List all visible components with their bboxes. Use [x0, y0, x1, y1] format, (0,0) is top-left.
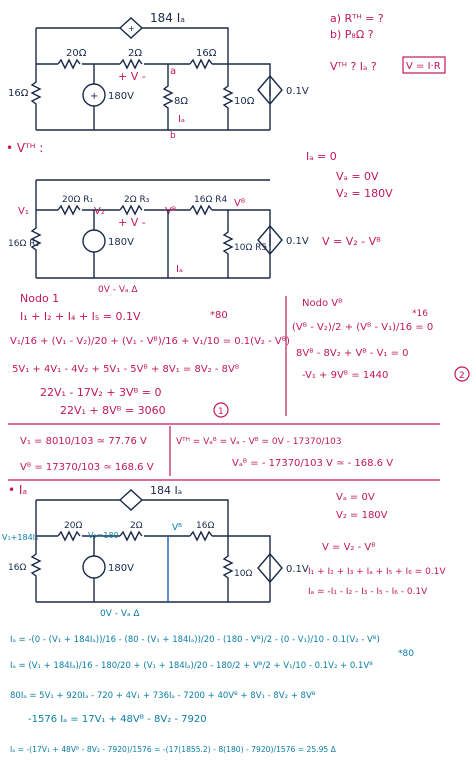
nodo1-eq2: V₁/16 + (V₁ - V₂)/20 + (V₁ - Vᴮ)/16 + V₁/10 = 0.1(V₂ - Vᴮ) — [10, 336, 290, 347]
c2-r10-label: 10Ω R5 — [234, 243, 268, 253]
c2-v-label: + V - — [118, 216, 146, 229]
c3-r2-label: 2Ω — [130, 521, 143, 531]
section-ia-title: • Iₐ — [8, 483, 28, 497]
result-vb: Vᴮ = 17370/103 ≃ 168.6 V — [20, 462, 154, 473]
nodob-eq3: -V₁ + 9Vᴮ = 1440 — [302, 370, 389, 381]
formula-box: V = I·R — [406, 61, 441, 72]
questions — [330, 12, 445, 73]
resistor-8-label: 8Ω — [174, 96, 189, 107]
nodo-1 — [10, 292, 290, 417]
resistor-16-label: 16Ω — [196, 48, 217, 59]
nodob-eq1: (Vᴮ - V₂)/2 + (Vᴮ - V₁)/16 = 0 — [292, 322, 434, 333]
resistor-20-label: 20Ω — [66, 48, 87, 59]
eq-2-marker: 2 — [459, 371, 465, 381]
c3-current-label: 0.1V — [286, 564, 309, 575]
final-eq2: Iₐ = (V₁ + 184Iₐ)/16 - 180/20 + (V₁ + 184Iₐ)/20 - 180/2 + Vᴮ/2 + V₁/10 - 0.1V₂ + 0.1Vᴮ — [10, 661, 373, 671]
final-note: *80 — [398, 649, 414, 659]
resistor-10-label: 10Ω — [234, 96, 255, 107]
node-a-label: a — [170, 66, 177, 77]
dependent-source-label: 184 Iₐ — [150, 11, 185, 25]
c2-current-label: 0.1V — [286, 236, 309, 247]
svg-text:+: + — [128, 24, 135, 33]
final-equations — [10, 635, 414, 754]
results — [8, 424, 440, 480]
nodo1-eq1: I₁ + I₂ + I₄ + I₅ = 0.1V — [20, 310, 141, 323]
nodo-b — [292, 298, 469, 381]
c3-r10-label: 10Ω — [234, 569, 253, 579]
ia-equation: Iₐ = -I₁ - I₂ - I₃ - I₅ - I₆ - 0.1V — [308, 587, 428, 597]
node-v1-label: V₁ — [18, 206, 29, 217]
final-eq5: Iₐ = -(17V₁ + 48Vᴮ - 8V₂ - 7920)/1576 = -(17(1855.2) - 8(180) - 7920)/1576 = 25.95 Δ — [10, 745, 336, 754]
c3-source-label: 180V — [108, 563, 134, 574]
c3-v1-label: V₁+184Iₐ — [2, 533, 39, 542]
c2-voltage-source-icon — [83, 230, 105, 252]
final-eq1: Iₐ = -(0 - (V₁ + 184Iₐ))/16 - (80 - (V₁ + 184Iₐ))/20 - (180 - Vᴮ)/2 - (0 - V₁)/10 - 0.1(V₂ - Vᴮ) — [10, 635, 380, 645]
circuit-1 — [8, 11, 309, 141]
ia-v-eq: V = V₂ - Vᴮ — [322, 542, 376, 553]
resistor-20-icon — [58, 60, 80, 68]
nodo1-eq3: 5V₁ + 4V₁ - 4V₂ + 5V₁ - 5Vᴮ + 8V₁ = 8V₂ - 8Vᴮ — [12, 364, 240, 375]
ia-va: Vₐ = 0V — [336, 492, 375, 503]
ia-kcl: I₁ + I₂ + I₃ + Iₐ + I₅ + I₆ = 0.1V — [308, 567, 446, 577]
nodo1-title: Nodo 1 — [20, 292, 60, 305]
c2-r20-label: 20Ω R₁ — [62, 195, 94, 205]
question-b: b) P₈Ω ? — [330, 28, 374, 41]
voltage-v-label: + V - — [118, 70, 146, 83]
nodob-eq2: 8Vᴮ - 8V₂ + Vᴮ - V₁ = 0 — [296, 348, 409, 359]
circuit-3 — [2, 484, 309, 619]
v2-value: V₂ = 180V — [336, 187, 393, 200]
va-value: Vₐ = 0V — [336, 170, 379, 183]
question-vth: Vᵀᴴ ? Iₐ ? — [330, 60, 377, 73]
ia-zero: Iₐ = 0 — [306, 150, 337, 163]
nodob-note: *16 — [412, 309, 428, 319]
resistor-2-icon — [120, 60, 142, 68]
node-vb-label: Vᴮ — [165, 206, 177, 217]
nodob-title: Nodo Vᴮ — [302, 298, 343, 309]
voltage-source-label: 180V — [108, 91, 134, 102]
v-equation: V = V₂ - Vᴮ — [322, 235, 381, 248]
c3-dep-label: 184 Iₐ — [150, 484, 183, 497]
resistor-left-label: 16Ω — [8, 88, 29, 99]
node-b-label: b — [170, 131, 176, 141]
c3-r16-label: 16Ω — [196, 521, 215, 531]
c3-vb-label: Vᴮ — [172, 523, 183, 533]
result-v1: V₁ = 8010/103 ≃ 77.76 V — [20, 436, 147, 447]
circuit-2 — [8, 180, 309, 295]
c3-bottom-label: 0V - Vₐ Δ — [100, 609, 140, 619]
section-vth-title: • Vᵀᴴ : — [6, 141, 44, 155]
current-source-label: 0.1V — [286, 86, 309, 97]
question-a: a) Rᵀᴴ = ? — [330, 12, 384, 25]
c3-rleft-label: 16Ω — [8, 563, 27, 573]
resistor-2-label: 2Ω — [128, 48, 143, 59]
resistor-16-icon — [190, 60, 212, 68]
ia-v2: V₂ = 180V — [336, 510, 388, 521]
node-vb2-label: Vᴮ — [234, 198, 246, 209]
c2-ia-label: Iₐ — [176, 264, 183, 275]
final-eq3: 80Iₐ = 5V₁ + 920Iₐ - 720 + 4V₁ + 736Iₐ - 7200 + 40Vᴮ + 8V₁ - 8V₂ + 8Vᴮ — [10, 691, 316, 701]
node-v2-label: V₂ — [94, 206, 105, 217]
c2-r2-label: 2Ω R₃ — [124, 195, 150, 205]
final-eq4: -1576 Iₐ = 17V₁ + 48Vᴮ - 8V₂ - 7920 — [28, 714, 207, 725]
c2-rleft-label: 16Ω R₁ — [8, 239, 40, 249]
nodo1-eq5: 22V₁ + 8Vᴮ = 3060 — [60, 404, 166, 417]
c2-bottom-label: 0V - Vₐ Δ — [98, 285, 138, 295]
result-vth: Vᵀᴴ = Vₐᴮ = Vₐ - Vᴮ = 0V - 17370/103 — [176, 437, 342, 447]
svg-text:+: + — [90, 91, 99, 102]
eq-1-marker: 1 — [218, 407, 224, 417]
result-vab: Vₐᴮ = - 17370/103 V ≃ - 168.6 V — [232, 458, 394, 469]
c2-source-label: 180V — [108, 237, 134, 248]
c3-r20-label: 20Ω — [64, 521, 83, 531]
ia-label: Iₐ — [178, 114, 185, 125]
nodo1-eq4: 22V₁ - 17V₂ + 3Vᴮ = 0 — [40, 386, 162, 399]
c2-r16-label: 16Ω R4 — [194, 195, 228, 205]
nodo1-note: *80 — [210, 310, 228, 321]
c3-v2-label: V₂=180 — [88, 531, 119, 540]
